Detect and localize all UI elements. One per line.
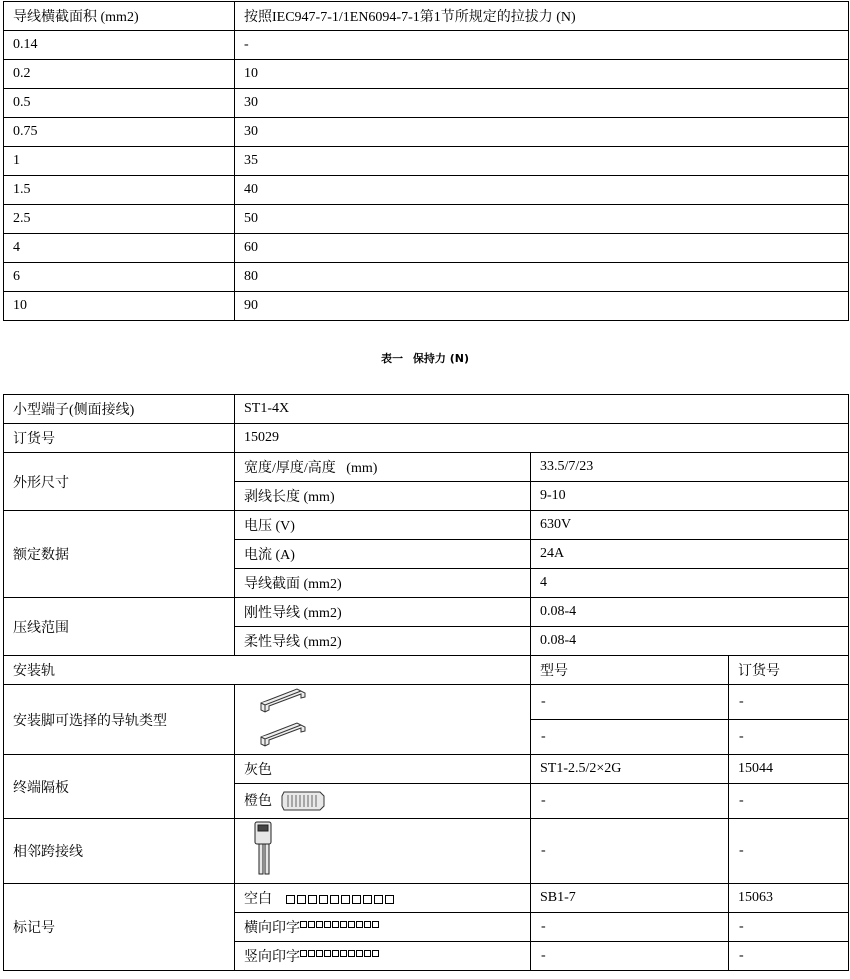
force-cell: 80 <box>235 263 849 292</box>
caption-label: 表一 <box>381 352 404 365</box>
partition-name: 橙色 <box>244 793 272 809</box>
clamp-name: 刚性导线 (mm2) <box>235 598 531 627</box>
terminal-value: ST1-4X <box>235 395 849 424</box>
clamp-name: 柔性导线 (mm2) <box>235 627 531 656</box>
order-label: 订货号 <box>4 424 235 453</box>
area-cell: 6 <box>4 263 235 292</box>
marker-model: - <box>531 913 729 942</box>
table-row <box>4 292 849 321</box>
dims-name: 宽度/厚度/高度 (mm) <box>235 453 531 482</box>
marker-strip-icon <box>300 946 380 962</box>
marker-order: - <box>729 942 849 971</box>
partition-model: - <box>531 784 729 819</box>
table-row <box>4 60 849 89</box>
marker-strip-icon <box>300 917 380 933</box>
table-row <box>4 176 849 205</box>
marker-model: SB1-7 <box>531 884 729 913</box>
rated-name: 导线截面 (mm2) <box>235 569 531 598</box>
table-row <box>4 395 849 424</box>
dims-value: 9-10 <box>531 482 849 511</box>
rated-value: 4 <box>531 569 849 598</box>
force-cell: 90 <box>235 292 849 321</box>
rail-order: - <box>729 720 849 755</box>
clamp-value: 0.08-4 <box>531 627 849 656</box>
rail-image-cell <box>235 685 531 755</box>
rail-model: - <box>531 685 729 720</box>
marker-name-cell <box>235 942 531 971</box>
dims-label: 外形尺寸 <box>4 453 235 511</box>
partition-name: 灰色 <box>235 755 531 784</box>
partition-order: 15044 <box>729 755 849 784</box>
pull-force-table <box>3 1 849 321</box>
table-row <box>4 755 849 784</box>
end-plate-icon <box>280 790 326 812</box>
table-row <box>4 453 849 482</box>
table-row <box>4 511 849 540</box>
area-cell: 0.75 <box>4 118 235 147</box>
marker-order: - <box>729 913 849 942</box>
table-row <box>4 598 849 627</box>
partition-label: 终端隔板 <box>4 755 235 819</box>
force-cell: 35 <box>235 147 849 176</box>
rated-value: 24A <box>531 540 849 569</box>
area-cell: 0.14 <box>4 31 235 60</box>
rail-header-order: 订货号 <box>729 656 849 685</box>
table-row <box>4 31 849 60</box>
table-row <box>4 118 849 147</box>
partition-name-cell <box>235 784 531 819</box>
force-cell: 30 <box>235 89 849 118</box>
table-caption <box>0 350 850 366</box>
rail-order: - <box>729 685 849 720</box>
clamp-value: 0.08-4 <box>531 598 849 627</box>
force-cell: - <box>235 31 849 60</box>
marker-name-cell <box>235 884 531 913</box>
table-row <box>4 234 849 263</box>
rated-value: 630V <box>531 511 849 540</box>
table-row <box>4 819 849 884</box>
marker-name: 横向印字 <box>244 921 300 936</box>
area-cell: 4 <box>4 234 235 263</box>
rated-name: 电流 (A) <box>235 540 531 569</box>
terminal-label: 小型端子(侧面接线) <box>4 395 235 424</box>
area-cell: 0.2 <box>4 60 235 89</box>
force-cell: 10 <box>235 60 849 89</box>
jumper-label: 相邻跨接线 <box>4 819 235 884</box>
jumper-order: - <box>729 819 849 884</box>
table-row <box>4 656 849 685</box>
marker-model: - <box>531 942 729 971</box>
rail-header-model: 型号 <box>531 656 729 685</box>
table-row <box>4 147 849 176</box>
table-row <box>4 205 849 234</box>
rated-name: 电压 (V) <box>235 511 531 540</box>
din-rail-icon <box>257 685 313 749</box>
area-cell: 10 <box>4 292 235 321</box>
terminal-spec-table <box>3 394 849 971</box>
area-cell: 0.5 <box>4 89 235 118</box>
marker-name: 竖向印字 <box>244 950 300 965</box>
jumper-image-cell <box>235 819 531 884</box>
force-cell: 60 <box>235 234 849 263</box>
partition-order: - <box>729 784 849 819</box>
area-cell: 1.5 <box>4 176 235 205</box>
jumper-model: - <box>531 819 729 884</box>
rail-label: 安装脚可选择的导轨类型 <box>4 685 235 755</box>
rated-label: 额定数据 <box>4 511 235 598</box>
force-cell: 50 <box>235 205 849 234</box>
table-row <box>4 424 849 453</box>
caption-title: 保持力 (N) <box>412 352 469 365</box>
table-row <box>4 89 849 118</box>
table-header-row <box>4 2 849 31</box>
table-row <box>4 685 849 720</box>
force-cell: 40 <box>235 176 849 205</box>
table-row <box>4 263 849 292</box>
clamp-label: 压线范围 <box>4 598 235 656</box>
order-value: 15029 <box>235 424 849 453</box>
rail-header-label: 安装轨 <box>4 656 531 685</box>
area-cell: 1 <box>4 147 235 176</box>
marker-name: 空白 <box>244 892 272 907</box>
rail-model: - <box>531 720 729 755</box>
jumper-icon <box>249 820 279 878</box>
dims-name: 剥线长度 (mm) <box>235 482 531 511</box>
partition-model: ST1-2.5/2×2G <box>531 755 729 784</box>
header-cell-area: 导线横截面积 (mm2) <box>4 2 235 31</box>
marker-strip-icon <box>286 892 396 908</box>
area-cell: 2.5 <box>4 205 235 234</box>
header-cell-force: 按照IEC947-7-1/1EN6094-7-1第1节所规定的拉拔力 (N) <box>235 2 849 31</box>
marker-label: 标记号 <box>4 884 235 971</box>
marker-order: 15063 <box>729 884 849 913</box>
table-row <box>4 884 849 913</box>
force-cell: 30 <box>235 118 849 147</box>
marker-name-cell <box>235 913 531 942</box>
dims-value: 33.5/7/23 <box>531 453 849 482</box>
